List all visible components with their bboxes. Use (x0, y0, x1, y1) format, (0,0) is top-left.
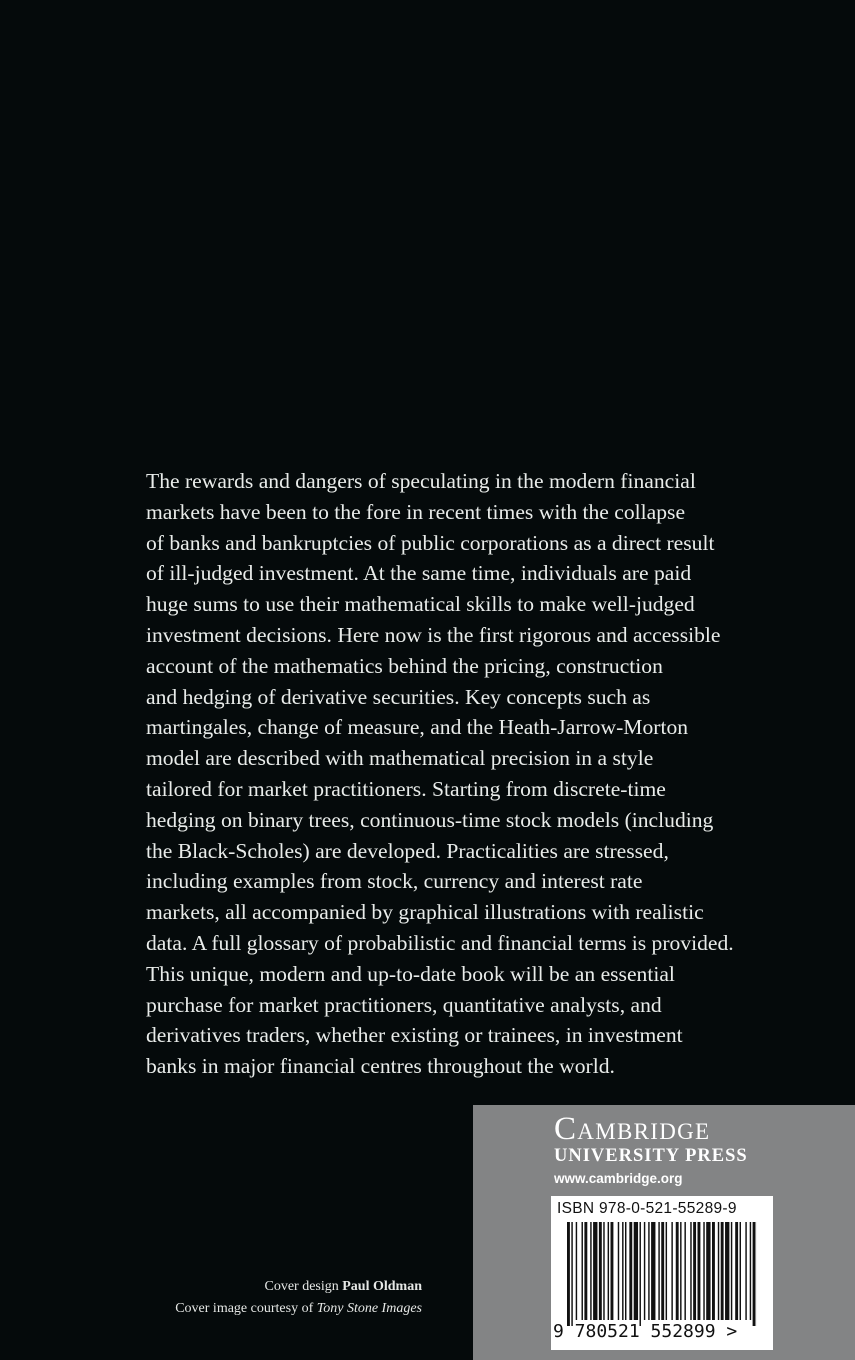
blurb-line: martingales, change of measure, and the Heath-Jarrow-Morton (146, 715, 689, 740)
blurb-line: the Black-Scholes) are developed. Practicalities are stressed, (146, 838, 669, 863)
publisher-name: Cambridge (554, 1111, 711, 1147)
barcode-bar (718, 1222, 719, 1320)
cover-design-label: Cover design (264, 1279, 339, 1294)
barcode-bar (750, 1222, 751, 1320)
isbn-number: ISBN 978-0-521-55289-9 (557, 1200, 737, 1217)
barcode-bar (625, 1222, 626, 1320)
blurb-line: data. A full glossary of probabilistic and financial terms is provided. (146, 930, 734, 955)
barcode-bar (753, 1222, 756, 1326)
barcode-bar (661, 1222, 664, 1320)
blurb-line: account of the mathematics behind the pricing, construction (146, 653, 663, 678)
publisher-panel (473, 1105, 855, 1360)
blurb-line: huge sums to use their mathematical skills to make well-judged (146, 592, 695, 617)
barcode-bar (611, 1222, 614, 1320)
cover-designer-name: Paul Oldman (342, 1279, 422, 1294)
barcode-bar (740, 1222, 741, 1320)
barcode-bar (629, 1222, 632, 1320)
barcode-bar (676, 1222, 679, 1320)
cover-image-label: Cover image courtesy of (175, 1301, 314, 1316)
blurb-line: banks in major financial centres throughout the world. (146, 1054, 615, 1079)
barcode-bar (603, 1222, 604, 1320)
barcode-bar (622, 1222, 623, 1320)
barcode-bar (721, 1222, 724, 1320)
barcode-bar (706, 1222, 710, 1320)
barcode-bar (712, 1222, 715, 1320)
blurb-line: purchase for market practitioners, quantitative analysts, and (146, 992, 662, 1017)
blurb-line: of ill-judged investment. At the same time, individuals are paid (146, 561, 692, 586)
barcode-bar (731, 1222, 732, 1320)
blurb-line: This unique, modern and up-to-date book will be an essential (146, 961, 675, 986)
publisher-url: www.cambridge.org (554, 1171, 683, 1186)
barcode-bar (735, 1222, 738, 1320)
barcode-bar (658, 1222, 659, 1320)
cover-image-source: Tony Stone Images (316, 1301, 422, 1316)
barcode-bar (582, 1222, 583, 1320)
blurb-line: model are described with mathematical precision in a style (146, 746, 654, 771)
blurb-line: investment decisions. Here now is the first rigorous and accessible (146, 622, 721, 647)
isbn-barcode (551, 1196, 773, 1350)
barcode-bar (590, 1222, 591, 1320)
back-cover-blurb (146, 466, 806, 1082)
blurb-line: The rewards and dangers of speculating in the modern financial (146, 469, 696, 493)
barcode-bar (599, 1222, 602, 1320)
blurb-line: markets, all accompanied by graphical illustrations with realistic (146, 900, 704, 925)
barcode-bar (584, 1222, 587, 1320)
barcode-bar (671, 1222, 672, 1320)
barcode-bar (608, 1222, 609, 1320)
barcode-bar (648, 1222, 649, 1320)
publisher-press: UNIVERSITY PRESS (554, 1146, 748, 1166)
blurb-line: derivatives traders, whether existing or trainees, in investment (146, 1023, 683, 1048)
barcode-bar (745, 1222, 746, 1320)
barcode-bar (703, 1222, 704, 1320)
blurb-line: of banks and bankruptcies of public corporations as a direct result (146, 530, 715, 555)
blurb-line: tailored for market practitioners. Starting from discrete-time (146, 776, 666, 801)
barcode-bar (680, 1222, 681, 1320)
barcode-bar (666, 1222, 667, 1320)
blurb-line: hedging on binary trees, continuous-time stock models (including (146, 807, 714, 832)
barcode-bar (618, 1222, 619, 1320)
barcode-bar (634, 1222, 638, 1320)
blurb-line: markets have been to the fore in recent times with the collapse (146, 499, 686, 524)
blurb-line: and hedging of derivative securities. Key concepts such as (146, 684, 651, 709)
barcode-bar (567, 1222, 570, 1326)
barcode-bar (576, 1222, 577, 1320)
cover-image-credit (175, 1298, 422, 1320)
blurb-line: including examples from stock, currency and interest rate (146, 869, 643, 894)
barcode-bar (644, 1222, 645, 1320)
barcode-bar (684, 1222, 685, 1320)
barcode-bar (690, 1222, 691, 1320)
barcode-bar (698, 1222, 701, 1320)
barcode-bar (693, 1222, 696, 1320)
barcode-bar (725, 1222, 729, 1320)
barcode-bar (571, 1222, 572, 1326)
cover-design-credit (175, 1276, 422, 1298)
barcode-bar (640, 1222, 641, 1326)
barcode-bar (651, 1222, 655, 1320)
barcode-bar (593, 1222, 597, 1320)
barcode-digits: 9 780521 552899 > (553, 1321, 738, 1342)
cover-credits (175, 1276, 422, 1320)
